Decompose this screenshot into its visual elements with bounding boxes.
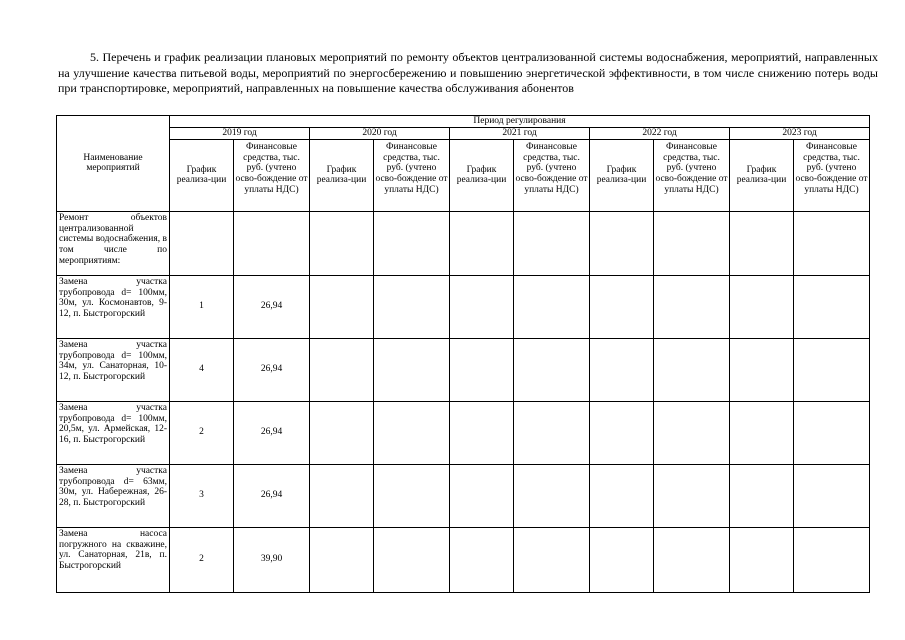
empty-cell (514, 464, 590, 527)
empty-cell (590, 275, 654, 338)
empty-cell (590, 338, 654, 401)
cell-finance-2019 (234, 211, 310, 275)
cell-schedule-2019: 1 (170, 275, 234, 338)
empty-cell (730, 338, 794, 401)
subcol-finance: Финансовые средства, тыс. руб. (учтено осво-бождение от уплаты НДС) (374, 139, 450, 211)
empty-cell (450, 527, 514, 592)
header-row-subcols (57, 139, 870, 211)
empty-cell (730, 211, 794, 275)
col-header-name: Наименование мероприятий (57, 116, 170, 212)
empty-cell (374, 401, 450, 464)
empty-cell (794, 401, 870, 464)
cell-finance-2019: 26,94 (234, 338, 310, 401)
cell-schedule-2019: 4 (170, 338, 234, 401)
empty-cell (310, 401, 374, 464)
table-row (57, 401, 870, 464)
empty-cell (310, 275, 374, 338)
cell-finance-2019: 39,90 (234, 527, 310, 592)
cell-schedule-2019: 2 (170, 527, 234, 592)
year-header: 2021 год (450, 127, 590, 139)
row-name: Замена участка трубопровода d= 100мм, 30м, ул. Космонавтов, 9-12, п. Быстрогорский (57, 275, 170, 338)
empty-cell (514, 275, 590, 338)
empty-cell (794, 338, 870, 401)
empty-cell (730, 527, 794, 592)
empty-cell (374, 527, 450, 592)
row-name: Замена насоса погружного на скважине, ул. Санаторная, 21в, п. Быстрогорский (57, 527, 170, 592)
subcol-schedule: График реализа-ции (310, 139, 374, 211)
cell-schedule-2019: 2 (170, 401, 234, 464)
row-name: Замена участка трубопровода d= 100мм, 34м, ул. Санаторная, 10-12, п. Быстрогорский (57, 338, 170, 401)
empty-cell (514, 338, 590, 401)
cell-schedule-2019: 3 (170, 464, 234, 527)
empty-cell (654, 401, 730, 464)
subcol-finance: Финансовые средства, тыс. руб. (учтено осво-бождение от уплаты НДС) (794, 139, 870, 211)
year-header: 2020 год (310, 127, 450, 139)
cell-finance-2019: 26,94 (234, 401, 310, 464)
subcol-schedule: График реализа-ции (450, 139, 514, 211)
empty-cell (514, 401, 590, 464)
year-header: 2023 год (730, 127, 870, 139)
row-name: Замена участка трубопровода d= 100мм, 20,5м, ул. Армейская, 12-16, п. Быстрогорский (57, 401, 170, 464)
empty-cell (514, 527, 590, 592)
empty-cell (794, 464, 870, 527)
table-row (57, 338, 870, 401)
table-row (57, 275, 870, 338)
empty-cell (374, 464, 450, 527)
empty-cell (374, 338, 450, 401)
year-header: 2019 год (170, 127, 310, 139)
empty-cell (590, 401, 654, 464)
row-name: Замена участка трубопровода d= 63мм, 30м, ул. Набережная, 26-28, п. Быстрогорский (57, 464, 170, 527)
empty-cell (374, 275, 450, 338)
cell-schedule-2019 (170, 211, 234, 275)
empty-cell (730, 275, 794, 338)
empty-cell (514, 211, 590, 275)
empty-cell (450, 401, 514, 464)
empty-cell (794, 275, 870, 338)
empty-cell (450, 275, 514, 338)
empty-cell (654, 275, 730, 338)
cell-finance-2019: 26,94 (234, 464, 310, 527)
empty-cell (794, 527, 870, 592)
plan-table (56, 115, 870, 593)
empty-cell (310, 338, 374, 401)
empty-cell (794, 211, 870, 275)
empty-cell (374, 211, 450, 275)
empty-cell (654, 211, 730, 275)
empty-cell (654, 464, 730, 527)
empty-cell (730, 464, 794, 527)
section-heading: 5. Перечень и график реализации плановых мероприятий по ремонту объектов централизованной системы водоснабжения, мероприятий, направленных на улучшение качества питьевой воды, мероприятий по энергосбережению и повышению энергетической эффективности, в том числе снижению потерь воды при транспортировке, мероприятий, направленных на повышение качества обслуживания абонентов (58, 50, 878, 95)
subcol-finance: Финансовые средства, тыс. руб. (учтено осво-бождение от уплаты НДС) (514, 139, 590, 211)
subcol-schedule: График реализа-ции (170, 139, 234, 211)
year-header: 2022 год (590, 127, 730, 139)
empty-cell (450, 464, 514, 527)
empty-cell (450, 338, 514, 401)
empty-cell (654, 527, 730, 592)
empty-cell (310, 527, 374, 592)
empty-cell (730, 401, 794, 464)
subcol-finance: Финансовые средства, тыс. руб. (учтено осво-бождение от уплаты НДС) (654, 139, 730, 211)
cell-finance-2019: 26,94 (234, 275, 310, 338)
header-row-period (57, 116, 870, 128)
table-row (57, 211, 870, 275)
subcol-schedule: График реализа-ции (730, 139, 794, 211)
empty-cell (450, 211, 514, 275)
empty-cell (310, 211, 374, 275)
subcol-finance: Финансовые средства, тыс. руб. (учтено осво-бождение от уплаты НДС) (234, 139, 310, 211)
empty-cell (590, 464, 654, 527)
empty-cell (590, 527, 654, 592)
empty-cell (310, 464, 374, 527)
col-header-period: Период регулирования (170, 116, 870, 128)
table-row (57, 527, 870, 592)
row-name: Ремонт объектов централизованной системы водоснабжения, в том числе по мероприятиям: (57, 211, 170, 275)
subcol-schedule: График реализа-ции (590, 139, 654, 211)
empty-cell (590, 211, 654, 275)
table-row (57, 464, 870, 527)
empty-cell (654, 338, 730, 401)
header-row-years (57, 127, 870, 139)
